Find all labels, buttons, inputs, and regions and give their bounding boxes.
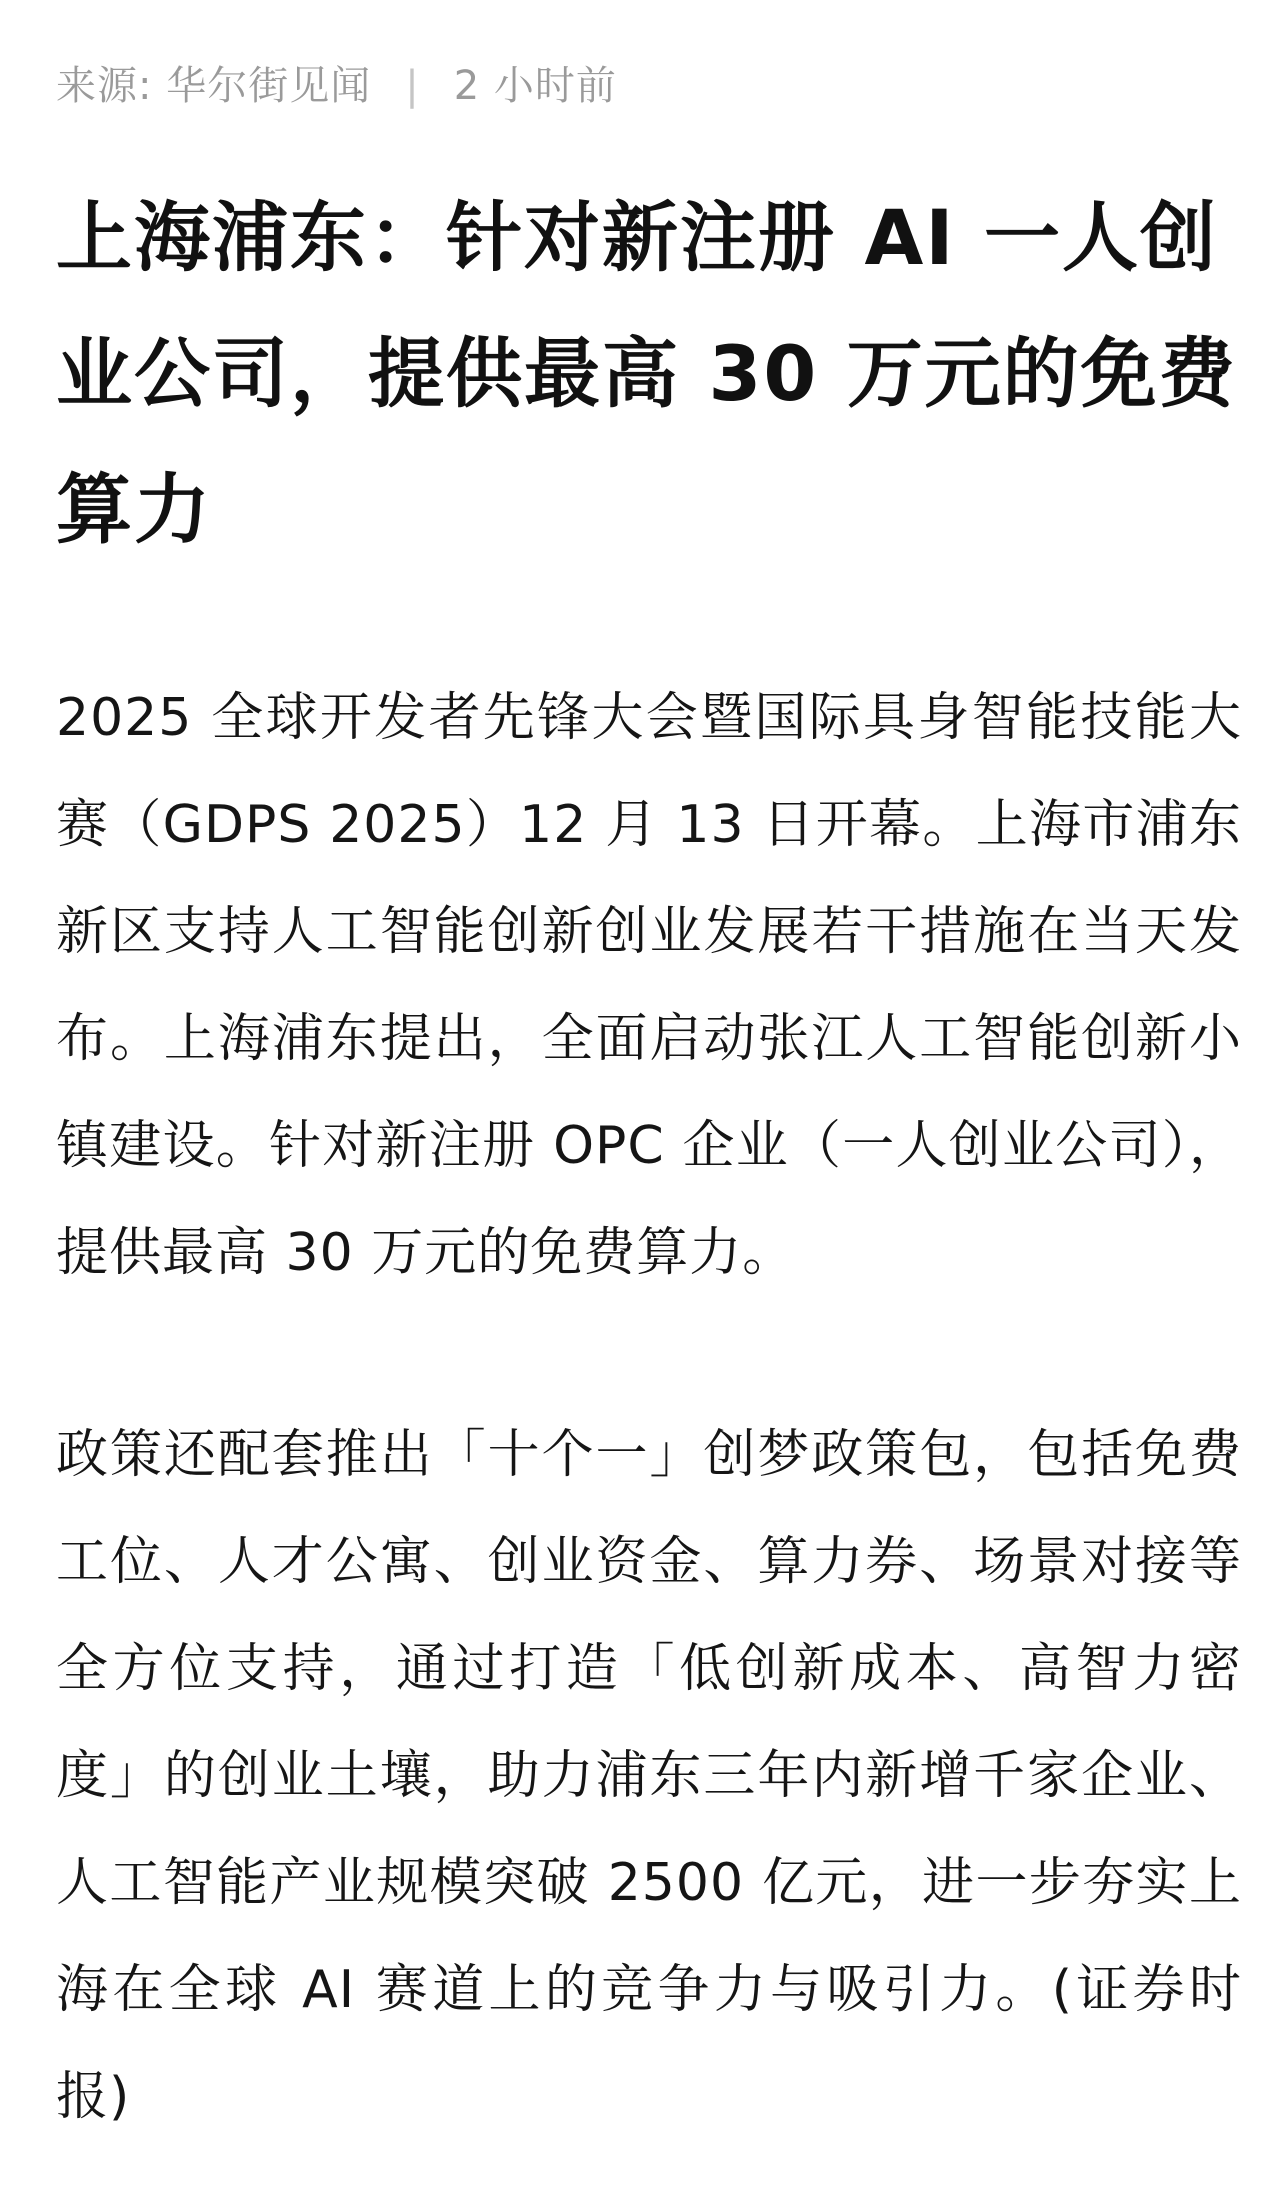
- article-paragraph: 政策还配套推出「十个一」创梦政策包，包括免费工位、人才公寓、创业资金、算力券、场景对接等全方位支持，通过打造「低创新成本、高智力密度」的创业土壤，助力浦东三年内新增千家企业、人工智能产业规模突破 2500 亿元，进一步夯实上海在全球 AI 赛道上的竞争力与吸引力。(证券时报): [56, 1425, 1242, 2127]
- article-meta: [56, 58, 617, 114]
- publish-time: 2 小时前: [453, 63, 617, 109]
- article: [56, 0, 1242, 2198]
- source-label[interactable]: 来源: 华尔街见闻: [56, 63, 372, 109]
- meta-separator: |: [405, 63, 420, 109]
- article-paragraph: 2025 全球开发者先锋大会暨国际具身智能技能大赛（GDPS 2025）12 月 13 日开幕。上海市浦东新区支持人工智能创新创业发展若干措施在当天发布。上海浦东提出，全面启动张江人工智能创新小镇建设。针对新注册 OPC 企业（一人创业公司），提供最高 30 万元的免费算力。: [56, 688, 1242, 1283]
- article-title: 上海浦东：针对新注册 AI 一人创业公司，提供最高 30 万元的免费算力: [56, 193, 1237, 554]
